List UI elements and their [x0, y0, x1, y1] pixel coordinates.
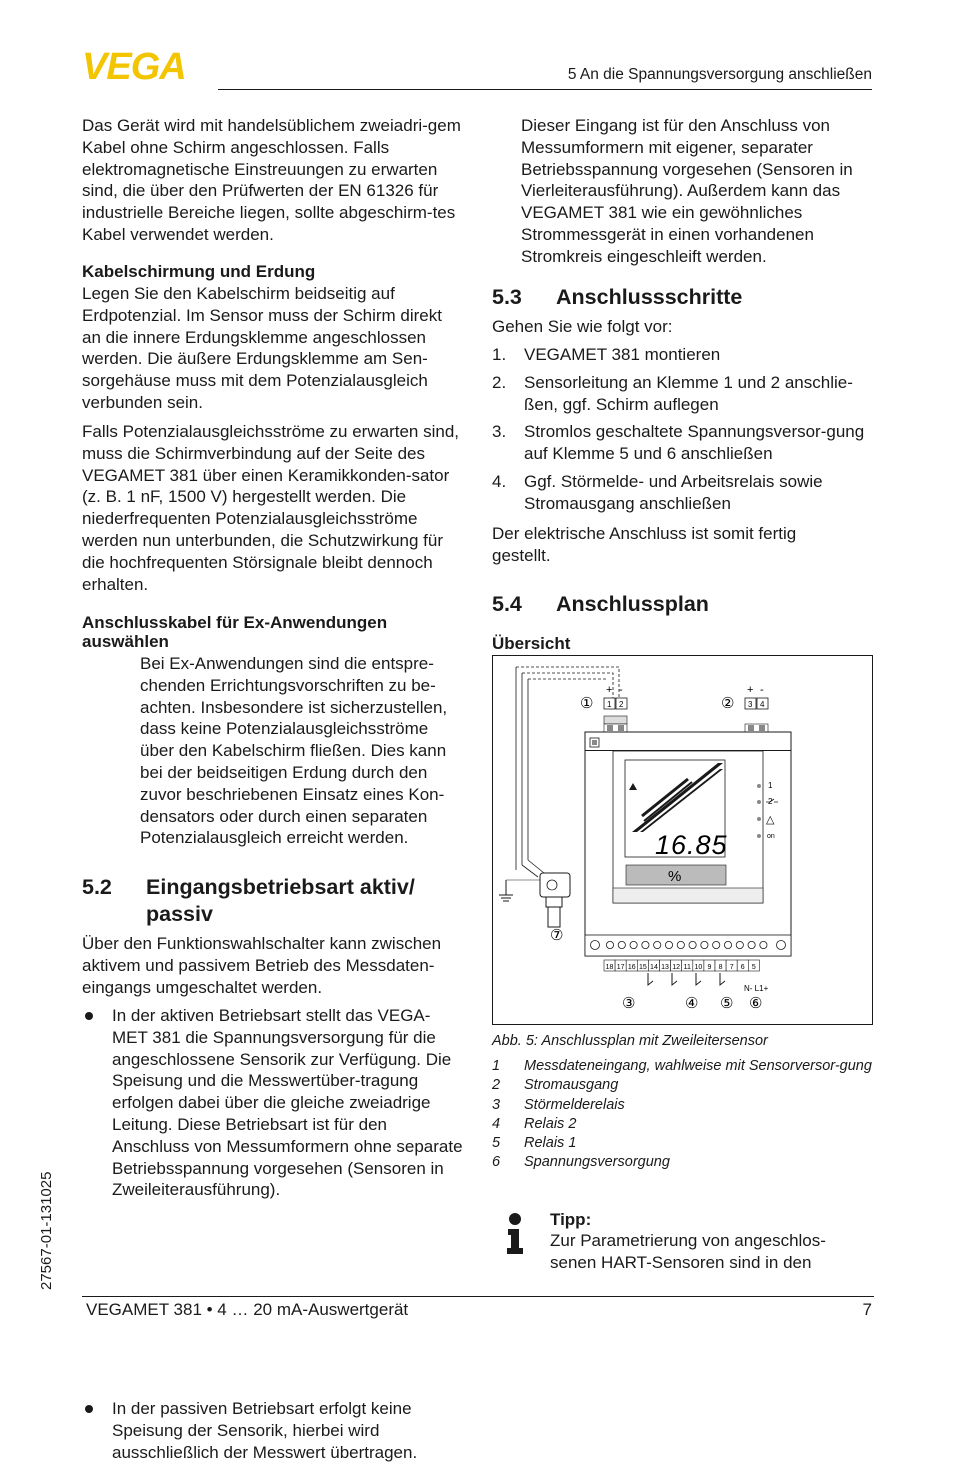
- section-5-2-paragraph: Über den Funktionswahlschalter kann zwischen aktivem und passivem Betrieb des Messdaten-eingangs umgeschaltet werden.: [82, 934, 442, 997]
- section-title: Eingangsbetriebsart aktiv/ passiv: [146, 875, 415, 926]
- tip-text: Zur Parametrierung von angeschlos-senen HART-Sensoren sind in den: [550, 1231, 826, 1272]
- terminal-number: 11: [683, 964, 691, 971]
- terminal-number: 16: [627, 964, 636, 971]
- unit-label: %: [668, 868, 682, 885]
- power-labels: N- L1+: [744, 984, 769, 993]
- terminal-screw: [677, 941, 684, 948]
- input-continuation: Dieser Eingang ist für den Anschluss von Messumformern mit eigener, separater Betriebsspannung vorgesehen (Sensoren in Vierleiterausführung). Außerdem kann das VEGAMET 381 wie ein gewöhnliches Strommessgerät in einen vorhandenen Stromkreis eingeschleift werden.: [521, 116, 853, 266]
- step-text: Ggf. Störmelde- und Arbeitsrelais sowie Stromausgang anschließen: [524, 471, 823, 513]
- terminal-number: 6: [740, 964, 745, 971]
- step-number: 3.: [492, 422, 507, 442]
- terminal-label: 4: [760, 700, 765, 709]
- steps-final: Der elektrische Anschluss ist somit fertig gestellt.: [492, 524, 797, 565]
- terminal-screw: [606, 941, 613, 948]
- header-rule: [218, 89, 872, 90]
- section-5-2-heading: [82, 874, 462, 928]
- terminal-number: 18: [605, 964, 614, 971]
- terminal-screw: [701, 941, 708, 948]
- step-number: 1.: [492, 345, 507, 364]
- terminal-screw: [618, 941, 625, 948]
- intro-paragraph: Das Gerät wird mit handelsüblichem zweiadri-gem Kabel ohne Schirm angeschlossen. Falls elektromagnetische Einstreuungen zu erwarten sind, die über den Prüfwerten der EN 61326 für industrielle Bereiche liegen, sollte abgeschirm-tes Kabel verwendet werden.: [82, 116, 461, 244]
- terminal-screw: [760, 941, 767, 948]
- step-number: 2.: [492, 372, 507, 392]
- terminal-screw: [630, 941, 637, 948]
- legend-text: Spannungsversorgung: [524, 1154, 670, 1171]
- shield-paragraph-2: Falls Potenzialausgleichsströme zu erwarten sind, muss die Schirmverbindung auf der Seite des VEGAMET 381 über einen Keramikkonden-sator (z. B. 1 nF, 1500 V) hergestellt werden. Die niederfrequenten Potenzialausgleichsströme werden nun unterbunden, die Schutzwirkung für die hochfrequenten Störsignale bleibt dennoch erhalten.: [82, 422, 460, 594]
- shield-paragraph-1: Legen Sie den Kabelschirm beidseitig auf Erdpotenzial. Im Sensor muss der Schirm direkt an die innere Erdungsklemme angeschlossen werden. Die äußere Erdungsklemme am Sen-sorgehäuse muss mit dem Potenzialausgleich verbunden sein.: [82, 284, 442, 412]
- terminal-label: 1: [607, 700, 612, 709]
- terminal-screw: [724, 941, 731, 948]
- section-number: 5.2: [82, 875, 112, 899]
- page-number: 7: [862, 1300, 872, 1319]
- legend-number: 6: [492, 1154, 501, 1171]
- legend-item: [492, 1115, 874, 1134]
- callout-3: ③: [622, 995, 636, 1012]
- legend-item: [492, 1134, 874, 1153]
- section-number: 5.4: [492, 592, 522, 616]
- display-value: 16.85: [655, 830, 728, 860]
- legend-number: 2: [492, 1077, 501, 1094]
- terminal-number: 17: [616, 964, 625, 971]
- step-text: VEGAMET 381 montieren: [524, 345, 721, 364]
- terminal-label: 2: [619, 700, 624, 709]
- step-item: [492, 372, 874, 416]
- minus-label: -: [760, 684, 764, 696]
- legend-text: Stromausgang: [524, 1077, 619, 1094]
- terminal-screw: [736, 941, 743, 948]
- callout-2: ②: [721, 695, 735, 712]
- callout-6: ⑥: [749, 995, 763, 1012]
- terminal-number: 9: [707, 964, 712, 971]
- terminal-number: 12: [672, 964, 681, 971]
- bullet-active-mode: In der aktiven Betriebsart stellt das VEGA-MET 381 die Spannungsversorgung für die angeschlossene Sensorik zur Verfügung. Die Speisung und die Messwertüber-tragung erfolgen dabei über die gleiche zweiadrige Leitung. Diese Betriebsart ist für den Anschluss von Messumformern ohne separate Betriebsspannung vorgesehen (Sensoren in Zweileiterausführung).: [82, 1005, 464, 1201]
- terminal-screw: [665, 941, 672, 948]
- led-label: △: [766, 814, 775, 826]
- terminal-screw: [748, 941, 755, 948]
- step-text: Stromlos geschaltete Spannungsversor-gung auf Klemme 5 und 6 anschließen: [524, 422, 865, 464]
- terminal-screw: [689, 941, 696, 948]
- tip-title: Tipp:: [550, 1210, 592, 1229]
- callout-5: ⑤: [720, 995, 734, 1012]
- terminal-screw: [654, 941, 661, 948]
- terminal-number-row: [604, 960, 759, 971]
- step-item: [492, 471, 874, 515]
- footer-rule: [82, 1296, 874, 1297]
- terminal-number: 15: [638, 964, 647, 971]
- callout-4: ④: [685, 995, 699, 1012]
- doc-number: 27567-01-131025: [38, 1171, 55, 1290]
- section-title: Anschlussschritte: [556, 285, 743, 309]
- legend-item: [492, 1057, 874, 1076]
- section-number: 5.3: [492, 285, 522, 309]
- legend-number: 1: [492, 1058, 501, 1074]
- step-number: 4.: [492, 471, 507, 491]
- vega-logo: VEGA: [82, 46, 186, 88]
- step-text: Sensorleitung an Klemme 1 und 2 anschlie-ßen, ggf. Schirm auflegen: [524, 372, 853, 414]
- legend-item: [492, 1153, 874, 1172]
- terminal-number: 8: [718, 964, 723, 971]
- figure-caption: Abb. 5: Anschlussplan mit Zweileitersensor: [492, 1033, 768, 1049]
- terminal-number: 14: [650, 964, 658, 971]
- overview-heading: Übersicht: [492, 634, 571, 653]
- led-label: on: [767, 833, 775, 840]
- shield-heading: Kabelschirmung und Erdung: [82, 262, 316, 281]
- terminal-number: 7: [729, 964, 734, 971]
- callout-1: ①: [580, 695, 594, 712]
- legend-text: Relais 2: [524, 1115, 577, 1132]
- callout-7: ⑦: [550, 927, 564, 944]
- steps-intro: Gehen Sie wie folgt vor:: [492, 317, 673, 336]
- section-5-3-heading: [492, 284, 742, 311]
- legend-text: Relais 1: [524, 1135, 577, 1152]
- wiring-diagram: [492, 655, 873, 1025]
- legend-text: Messdateneingang, wahlweise mit Sensorversor-gung: [524, 1058, 872, 1074]
- ex-heading: Anschlusskabel für Ex-Anwendungen auswählen: [82, 613, 388, 651]
- terminal-number: 5: [751, 964, 756, 971]
- bullet-passive-mode: In der passiven Betriebsart erfolgt keine Speisung der Sensorik, hierbei wird ausschließlich der Messwert übertragen.: [82, 1398, 464, 1463]
- step-item: [492, 421, 874, 465]
- steps-list: [492, 344, 874, 521]
- terminal-number: 10: [694, 964, 703, 971]
- legend-number: 3: [492, 1096, 501, 1113]
- ex-paragraph: Bei Ex-Anwendungen sind die entspre-chenden Errichtungsvorschriften zu be-achten. Insbesondere ist sicherzustellen, dass keine Potenzialausgleichsströme über den Kabelschirm fließen. Dies kann bei der beidseitigen Erdung durch den zuvor beschriebenen Einsatz eines Kon-densators oder durch einen separaten Potenzialausgleich erreicht werden.: [140, 654, 448, 848]
- led-label: 2: [768, 797, 773, 806]
- led-label: 1: [768, 781, 773, 790]
- plus-label: +: [747, 684, 754, 696]
- minus-label: -: [619, 684, 623, 696]
- figure-legend: [492, 1057, 874, 1173]
- step-item: [492, 344, 874, 366]
- terminal-screw: [642, 941, 649, 948]
- legend-number: 4: [492, 1115, 501, 1132]
- terminal-number: 13: [661, 964, 669, 971]
- legend-item: [492, 1076, 874, 1095]
- legend-item: [492, 1096, 874, 1115]
- terminal-screw: [713, 941, 720, 948]
- section-title: Anschlussplan: [556, 592, 709, 616]
- terminal-label: 3: [748, 700, 753, 709]
- plus-label: +: [606, 684, 613, 696]
- legend-number: 5: [492, 1135, 501, 1152]
- info-icon: [505, 1212, 525, 1256]
- footer-product: VEGAMET 381 • 4 … 20 mA-Auswertgerät: [86, 1300, 409, 1319]
- legend-text: Störmelderelais: [524, 1096, 625, 1113]
- running-header: 5 An die Spannungsversorgung anschließen: [567, 66, 872, 83]
- section-5-4-heading: [492, 591, 709, 618]
